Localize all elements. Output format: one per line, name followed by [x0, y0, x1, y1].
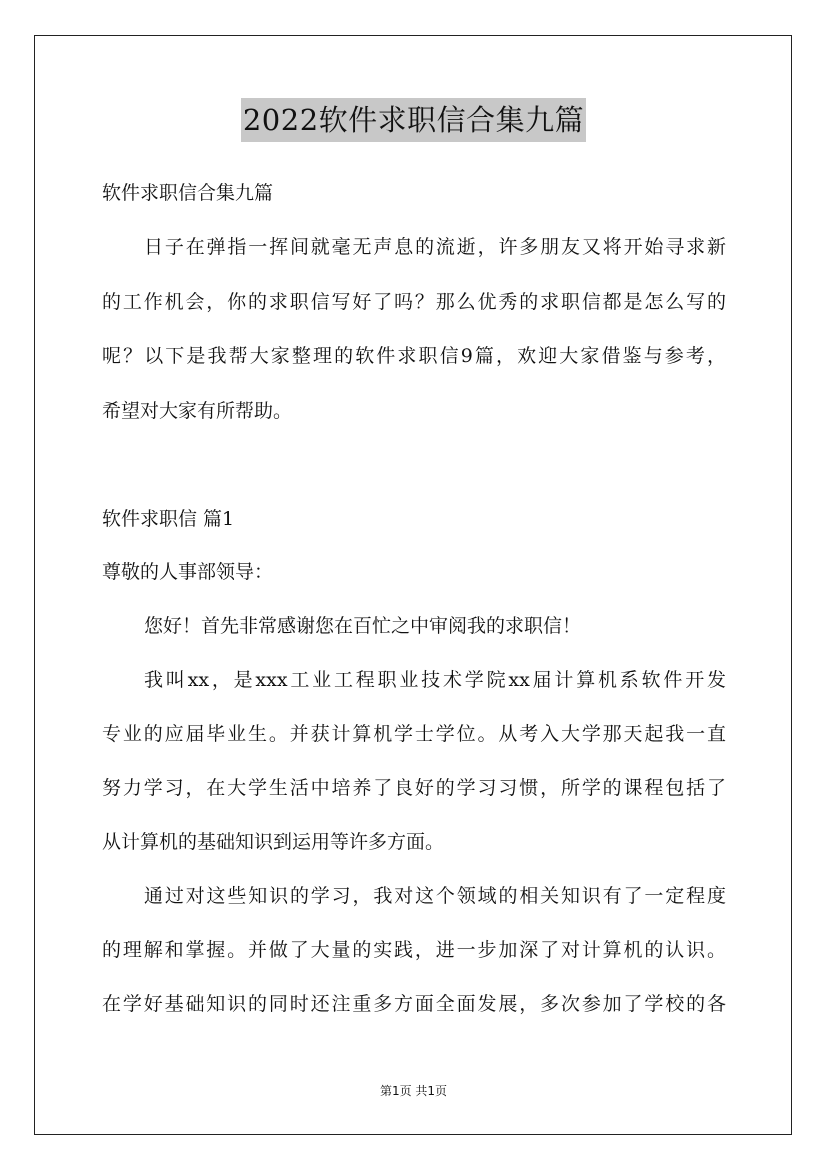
para2-line: 的理解和掌握。并做了大量的实践，进一步加深了对计算机的认识。 — [102, 939, 726, 961]
para1-line: 努力学习，在大学生活中培养了良好的学习习惯，所学的课程包括了 — [102, 777, 726, 799]
salutation: 尊敬的人事部领导： — [102, 561, 274, 583]
intro-line: 呢？以下是我帮大家整理的软件求职信9篇，欢迎大家借鉴与参考， — [102, 345, 726, 367]
intro-line: 的工作机会，你的求职信写好了吗？那么优秀的求职信都是怎么写的 — [102, 291, 726, 313]
para1-line: 专业的应届毕业生。并获计算机学士学位。从考入大学那天起我一直 — [102, 723, 726, 745]
para1-line: 我叫xx，是xxx工业工程职业技术学院xx届计算机系软件开发 — [144, 669, 726, 691]
page-footer: 第1页 共1页 — [379, 1084, 448, 1098]
title-container — [0, 98, 827, 142]
para2-line: 通过对这些知识的学习，我对这个领域的相关知识有了一定程度 — [144, 885, 726, 907]
section-heading: 软件求职信 篇1 — [102, 508, 235, 530]
para1-line: 从计算机的基础知识到运用等许多方面。 — [102, 831, 445, 853]
intro-line: 日子在弹指一挥间就毫无声息的流逝，许多朋友又将开始寻求新 — [144, 236, 726, 258]
greeting: 您好！首先非常感谢您在百忙之中审阅我的求职信！ — [144, 615, 582, 637]
document-title: 2022软件求职信合集九篇 — [241, 98, 586, 142]
para2-line: 在学好基础知识的同时还注重多方面全面发展，多次参加了学校的各 — [102, 993, 726, 1015]
intro-line: 希望对大家有所帮助。 — [102, 400, 293, 422]
subtitle: 软件求职信合集九篇 — [102, 182, 274, 204]
